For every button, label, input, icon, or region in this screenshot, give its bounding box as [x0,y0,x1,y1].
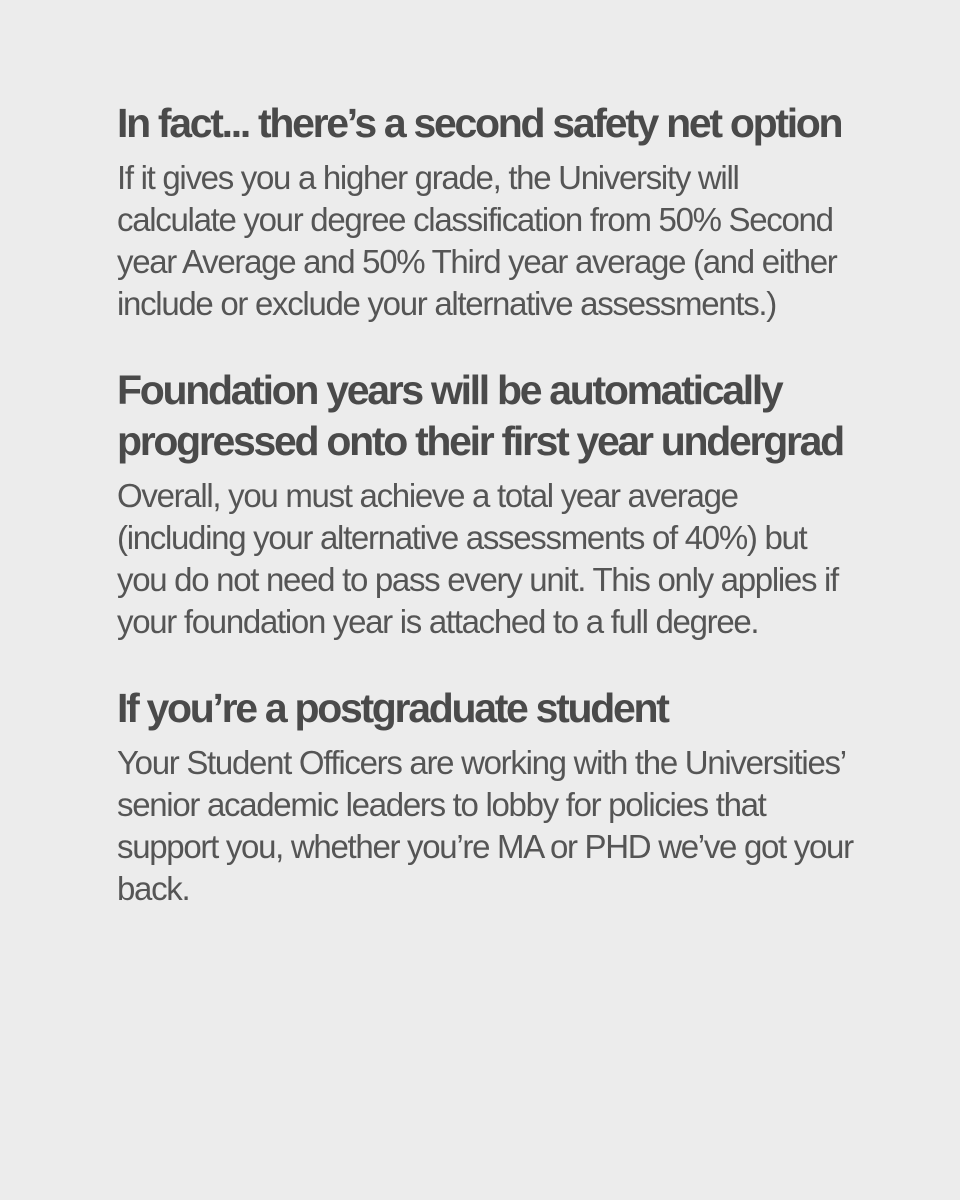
postgraduate-section [117,683,857,910]
foundation-years-body: Overall, you must achieve a total year average (including your alternative assessments of 40%) but you do not need to pass every unit. This only applies if your foundation year is attached to a full degree. [117,477,838,640]
foundation-years-section [117,365,857,643]
info-content [117,98,857,910]
second-safety-net-body: If it gives you a higher grade, the University will calculate your degree classification from 50% Second year Average and 50% Third year average (and either include or exclude your alternative assessments.) [117,159,837,322]
postgraduate-heading: If you’re a postgraduate student [117,685,668,731]
foundation-years-heading: Foundation years will be automatically progressed onto their first year undergrad [117,367,843,464]
second-safety-net-section [117,98,857,325]
postgraduate-body: Your Student Officers are working with the Universities’ senior academic leaders to lobby for policies that support you, whether you’re MA or PHD we’ve got your back. [117,744,853,907]
second-safety-net-heading: In fact... there’s a second safety net option [117,100,842,146]
